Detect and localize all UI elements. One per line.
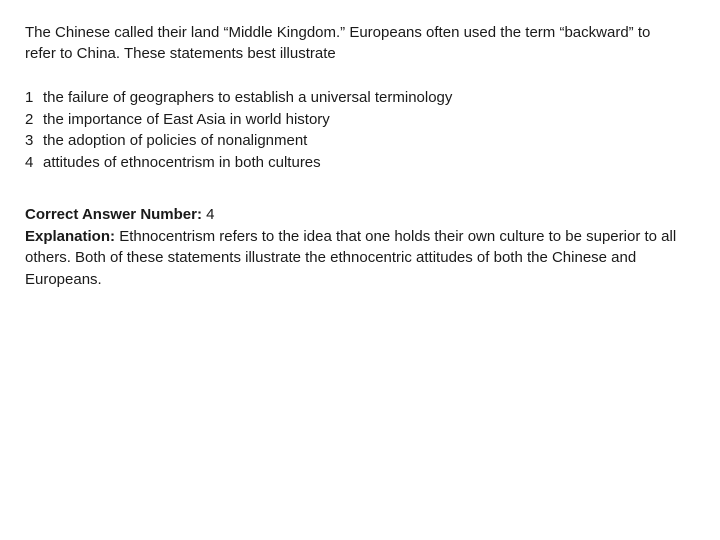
question-text: The Chinese called their land “Middle Kingdom.” Europeans often used the term “backward” to refer to China. These statements best illustrate <box>25 24 651 62</box>
option-number: 4 <box>25 153 34 171</box>
option-number: 1 <box>25 89 34 106</box>
option-item-1 <box>25 87 685 109</box>
option-text: the adoption of policies of nonalignment <box>43 132 308 149</box>
option-text: the failure of geographers to establish a universal terminology <box>43 89 453 106</box>
option-number: 2 <box>25 110 34 128</box>
option-item-2 <box>25 109 685 131</box>
correct-answer-value: 4 <box>206 206 215 223</box>
option-item-3 <box>25 130 685 152</box>
answer-options-list <box>25 87 685 173</box>
correct-answer-line <box>25 204 697 226</box>
explanation-label: Explanation: <box>25 227 116 245</box>
correct-answer-label: Correct Answer Number: <box>25 206 202 223</box>
explanation-text: Ethnocentrism refers to the idea that one holds their own culture to be superior to all others. Both of these statements illustrate the ethnocentric attitudes of both the Chinese and Europeans. <box>25 227 677 288</box>
option-number: 3 <box>25 132 34 149</box>
option-item-4 <box>25 152 685 174</box>
option-text: the importance of East Asia in world history <box>43 110 330 128</box>
explanation-paragraph <box>25 226 697 291</box>
option-text: attitudes of ethnocentrism in both cultures <box>43 153 321 171</box>
answer-block <box>25 204 697 290</box>
